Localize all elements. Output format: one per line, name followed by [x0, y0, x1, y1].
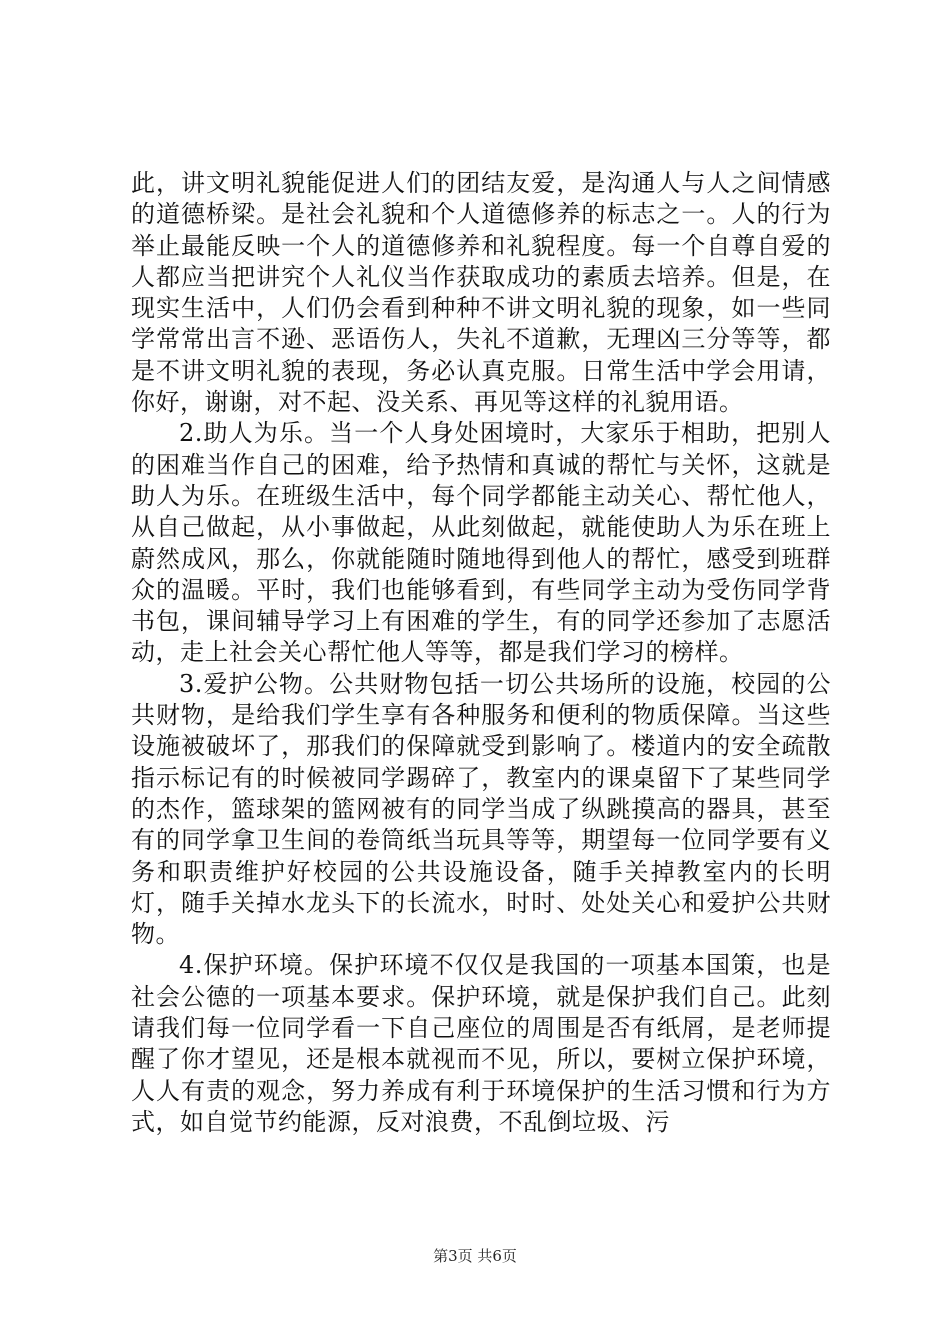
page-number-footer: 第3页 共6页	[433, 1247, 517, 1265]
paragraph-helping-others: 2.助人为乐。当一个人身处困境时，大家乐于相助，把别人的困难当作自己的困难，给予热情和真诚的帮忙与关怀，这就是助人为乐。在班级生活中，每个同学都能主动关心、帮忙他人，从自己做起，从小事做起，从此刻做起，就能使助人为乐在班上蔚然成风，那么，你就能随时随地得到他人的帮忙，感受到班群众的温暖。平时，我们也能够看到，有些同学主动为受伤同学背书包，课间辅导学习上有困难的学生，有的同学还参加了志愿活动，走上社会关心帮忙他人等等，都是我们学习的榜样。	[131, 419, 831, 667]
paragraph-protect-environment: 4.保护环境。保护环境不仅仅是我国的一项基本国策，也是社会公德的一项基本要求。保护环境，就是保护我们自己。此刻请我们每一位同学看一下自己座位的周围是否有纸屑，是老师提醒了你才望见，还是根本就视而不见，所以，要树立保护环境，人人有责的观念，努力养成有利于环境保护的生活习惯和行为方式，如自觉节约能源，反对浪费，不乱倒垃圾、污	[131, 951, 831, 1136]
paragraph-protect-public-property: 3.爱护公物。公共财物包括一切公共场所的设施，校园的公共财物，是给我们学生享有各种服务和便利的物质保障。当这些设施被破坏了，那我们的保障就受到影响了。楼道内的安全疏散指示标记有的时候被同学踢碎了，教室内的课桌留下了某些同学的杰作，篮球架的篮网被有的同学当成了纵跳摸高的器具，甚至有的同学拿卫生间的卷筒纸当玩具等等，期望每一位同学要有义务和职责维护好校园的公共设施设备，随手关掉教室内的长明灯，随手关掉水龙头下的长流水，时时、处处关心和爱护公共财物。	[131, 669, 831, 949]
paragraph-continuation: 此，讲文明礼貌能促进人们的团结友爱，是沟通人与人之间情感的道德桥梁。是社会礼貌和个人道德修养的标志之一。人的行为举止最能反映一个人的道德修养和礼貌程度。每一个自尊自爱的人都应当把讲究个人礼仪当作获取成功的素质去培养。但是，在现实生活中，人们仍会看到种种不讲文明礼貌的现象，如一些同学常常出言不逊、恶语伤人，失礼不道歉，无理凶三分等等，都是不讲文明礼貌的表现，务必认真克服。日常生活中学会用请，你好，谢谢，对不起、没关系、再见等这样的礼貌用语。	[131, 169, 831, 417]
body-text	[131, 168, 831, 1138]
